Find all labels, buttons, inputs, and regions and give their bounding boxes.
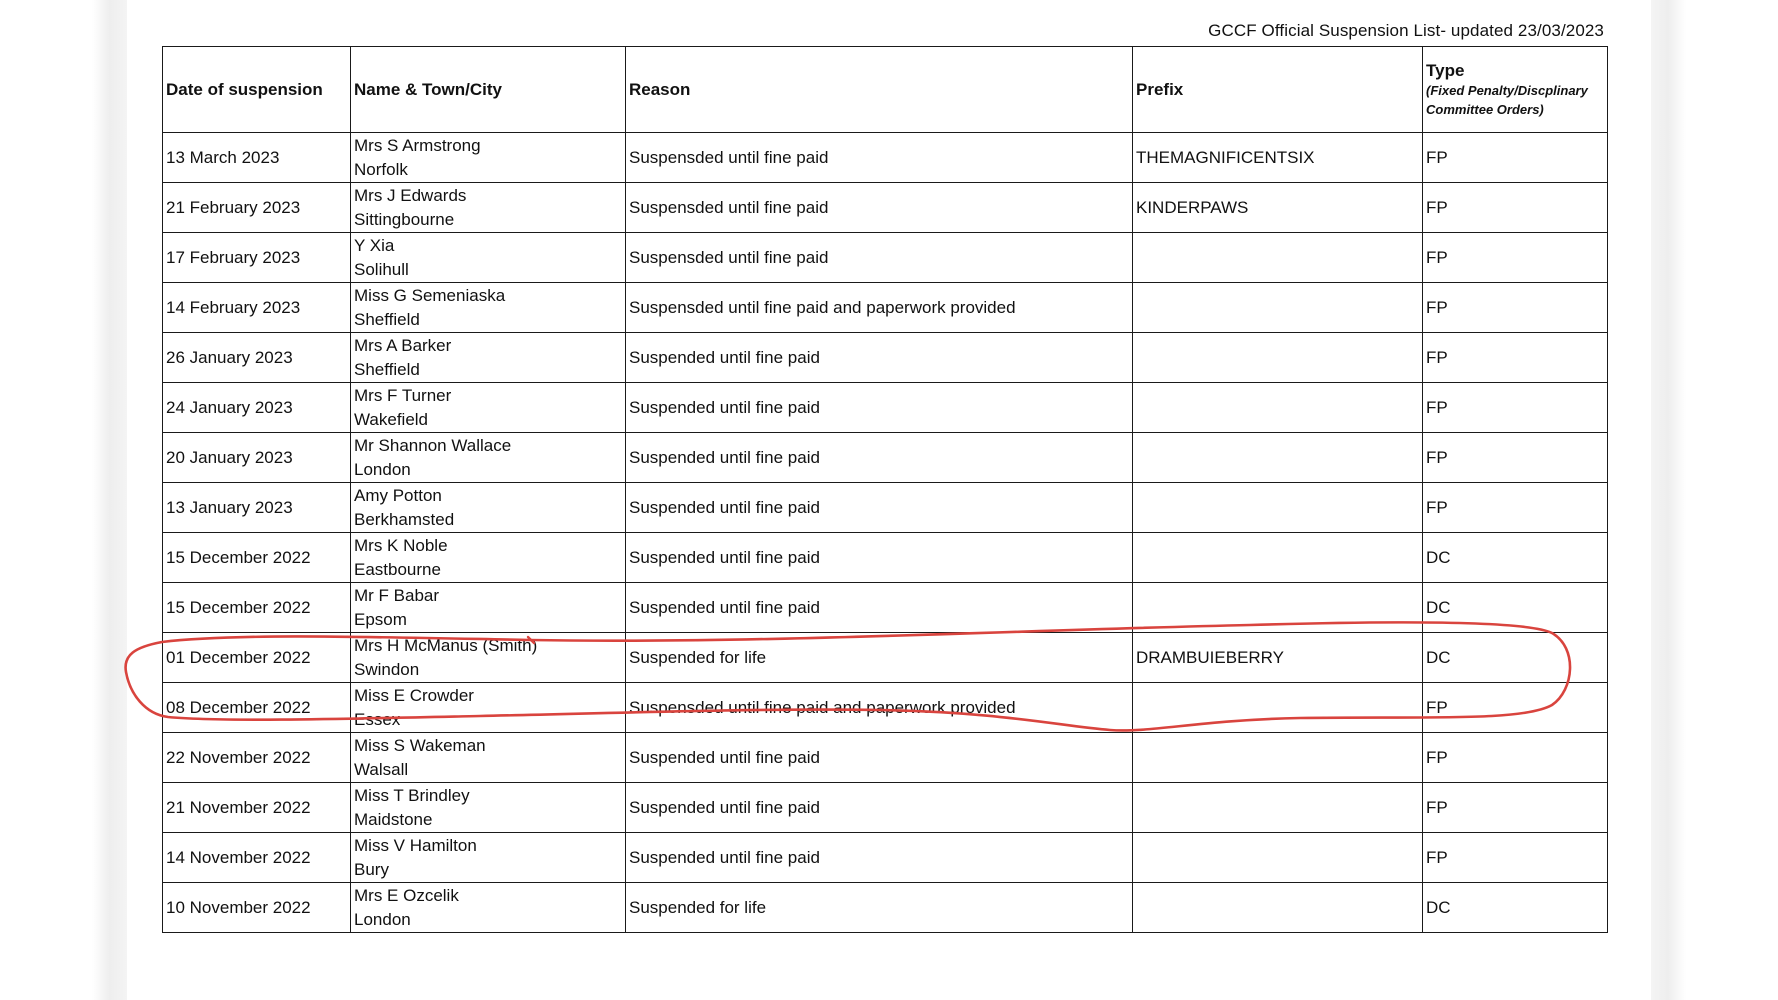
cell-reason: Suspended until fine paid <box>626 533 1133 583</box>
cell-reason: Suspensded until fine paid <box>626 233 1133 283</box>
cell-town: London <box>354 909 411 929</box>
cell-name: Miss G Semeniaska <box>354 285 506 305</box>
cell-name-town <box>351 583 626 633</box>
cell-date: 08 December 2022 <box>163 683 351 733</box>
cell-town: Bury <box>354 859 389 879</box>
cell-type: FP <box>1423 783 1608 833</box>
cell-name-town <box>351 283 626 333</box>
cell-type: FP <box>1423 183 1608 233</box>
cell-date: 20 January 2023 <box>163 433 351 483</box>
cell-name: Mr Shannon Wallace <box>354 435 512 455</box>
column-header-prefix: Prefix <box>1133 47 1423 133</box>
cell-type: FP <box>1423 233 1608 283</box>
cell-reason: Suspended until fine paid <box>626 433 1133 483</box>
table-row <box>163 633 1608 683</box>
cell-name: Miss V Hamilton <box>354 835 477 855</box>
cell-name-town <box>351 233 626 283</box>
cell-reason: Suspended until fine paid <box>626 783 1133 833</box>
cell-prefix <box>1133 283 1423 333</box>
cell-date: 13 January 2023 <box>163 483 351 533</box>
cell-town: Berkhamsted <box>354 509 455 529</box>
column-header-type-title: Type <box>1426 61 1465 80</box>
cell-reason: Suspensded until fine paid <box>626 133 1133 183</box>
cell-name-town <box>351 383 626 433</box>
cell-name-town <box>351 433 626 483</box>
cell-prefix <box>1133 783 1423 833</box>
cell-name: Mrs J Edwards <box>354 185 467 205</box>
cell-prefix: KINDERPAWS <box>1133 183 1423 233</box>
cell-type: FP <box>1423 133 1608 183</box>
cell-town: Sittingbourne <box>354 209 455 229</box>
column-header-name: Name & Town/City <box>351 47 626 133</box>
cell-date: 15 December 2022 <box>163 533 351 583</box>
column-header-reason: Reason <box>626 47 1133 133</box>
cell-date: 26 January 2023 <box>163 333 351 383</box>
cell-name: Mrs S Armstrong <box>354 135 481 155</box>
cell-town: Solihull <box>354 259 409 279</box>
table-row <box>163 833 1608 883</box>
cell-date: 14 November 2022 <box>163 833 351 883</box>
cell-prefix <box>1133 683 1423 733</box>
cell-town: Swindon <box>354 659 420 679</box>
cell-date: 13 March 2023 <box>163 133 351 183</box>
table-row <box>163 233 1608 283</box>
cell-reason: Suspended for life <box>626 883 1133 933</box>
table-row <box>163 133 1608 183</box>
cell-name: Mrs K Noble <box>354 535 448 555</box>
cell-type: DC <box>1423 533 1608 583</box>
cell-town: Sheffield <box>354 359 420 379</box>
cell-date: 10 November 2022 <box>163 883 351 933</box>
cell-type: FP <box>1423 333 1608 383</box>
cell-name: Mrs H McManus (Smith) <box>354 635 538 655</box>
cell-name-town <box>351 683 626 733</box>
cell-reason: Suspensded until fine paid and paperwork provided <box>626 683 1133 733</box>
cell-town: Norfolk <box>354 159 408 179</box>
cell-reason: Suspended until fine paid <box>626 833 1133 883</box>
cell-town: Epsom <box>354 609 407 629</box>
cell-reason: Suspended until fine paid <box>626 483 1133 533</box>
cell-prefix: THEMAGNIFICENTSIX <box>1133 133 1423 183</box>
document-header-title: GCCF Official Suspension List- updated 23/03/2023 <box>1208 21 1604 40</box>
cell-prefix <box>1133 483 1423 533</box>
cell-name-town <box>351 883 626 933</box>
cell-type: FP <box>1423 833 1608 883</box>
cell-type: FP <box>1423 383 1608 433</box>
cell-name-town <box>351 133 626 183</box>
cell-reason: Suspended for life <box>626 633 1133 683</box>
cell-town: Eastbourne <box>354 559 441 579</box>
cell-name: Miss E Crowder <box>354 685 474 705</box>
cell-name-town <box>351 733 626 783</box>
table-row <box>163 433 1608 483</box>
cell-date: 17 February 2023 <box>163 233 351 283</box>
column-header-type-note: (Fixed Penalty/Discplinary Committee Orders) <box>1426 83 1588 117</box>
cell-reason: Suspended until fine paid <box>626 333 1133 383</box>
cell-name-town <box>351 783 626 833</box>
cell-town: London <box>354 459 411 479</box>
cell-type: FP <box>1423 283 1608 333</box>
cell-name: Mrs A Barker <box>354 335 452 355</box>
page-shadow-left <box>0 0 127 1000</box>
cell-reason: Suspended until fine paid <box>626 383 1133 433</box>
cell-name: Y Xia <box>354 235 395 255</box>
table-row <box>163 733 1608 783</box>
cell-name: Mrs E Ozcelik <box>354 885 459 905</box>
cell-prefix <box>1133 333 1423 383</box>
cell-type: FP <box>1423 733 1608 783</box>
cell-prefix <box>1133 433 1423 483</box>
cell-prefix <box>1133 583 1423 633</box>
table-row <box>163 683 1608 733</box>
table-body <box>163 133 1608 933</box>
cell-name-town <box>351 333 626 383</box>
cell-town: Wakefield <box>354 409 429 429</box>
cell-date: 15 December 2022 <box>163 583 351 633</box>
table-row <box>163 383 1608 433</box>
cell-name-town <box>351 533 626 583</box>
table-row <box>163 583 1608 633</box>
cell-name: Miss S Wakeman <box>354 735 486 755</box>
cell-name-town <box>351 183 626 233</box>
cell-date: 22 November 2022 <box>163 733 351 783</box>
cell-prefix <box>1133 833 1423 883</box>
table-row <box>163 533 1608 583</box>
table-row <box>163 483 1608 533</box>
cell-name: Mrs F Turner <box>354 385 452 405</box>
cell-date: 14 February 2023 <box>163 283 351 333</box>
cell-date: 21 November 2022 <box>163 783 351 833</box>
cell-town: Sheffield <box>354 309 420 329</box>
cell-name: Miss T Brindley <box>354 785 470 805</box>
cell-town: Maidstone <box>354 809 433 829</box>
cell-name-town <box>351 483 626 533</box>
table-row <box>163 783 1608 833</box>
cell-name: Mr F Babar <box>354 585 440 605</box>
cell-prefix <box>1133 883 1423 933</box>
cell-prefix <box>1133 733 1423 783</box>
cell-date: 01 December 2022 <box>163 633 351 683</box>
cell-type: DC <box>1423 883 1608 933</box>
page-shadow-right <box>1651 0 1778 1000</box>
cell-reason: Suspensded until fine paid <box>626 183 1133 233</box>
table-row <box>163 883 1608 933</box>
cell-prefix <box>1133 233 1423 283</box>
cell-type: FP <box>1423 683 1608 733</box>
cell-prefix <box>1133 383 1423 433</box>
cell-name-town <box>351 833 626 883</box>
table-row <box>163 283 1608 333</box>
cell-type: FP <box>1423 483 1608 533</box>
column-header-date: Date of suspension <box>163 47 351 133</box>
cell-town: Essex <box>354 709 401 729</box>
column-header-type <box>1423 47 1608 133</box>
cell-type: DC <box>1423 633 1608 683</box>
cell-date: 24 January 2023 <box>163 383 351 433</box>
cell-date: 21 February 2023 <box>163 183 351 233</box>
cell-name-town <box>351 633 626 683</box>
cell-reason: Suspensded until fine paid and paperwork provided <box>626 283 1133 333</box>
suspension-table <box>162 46 1608 933</box>
table-row <box>163 333 1608 383</box>
cell-reason: Suspended until fine paid <box>626 583 1133 633</box>
table-header-row <box>163 47 1608 133</box>
cell-reason: Suspended until fine paid <box>626 733 1133 783</box>
cell-prefix <box>1133 533 1423 583</box>
table-row <box>163 183 1608 233</box>
cell-name: Amy Potton <box>354 485 442 505</box>
cell-type: DC <box>1423 583 1608 633</box>
cell-prefix: DRAMBUIEBERRY <box>1133 633 1423 683</box>
cell-type: FP <box>1423 433 1608 483</box>
cell-town: Walsall <box>354 759 409 779</box>
